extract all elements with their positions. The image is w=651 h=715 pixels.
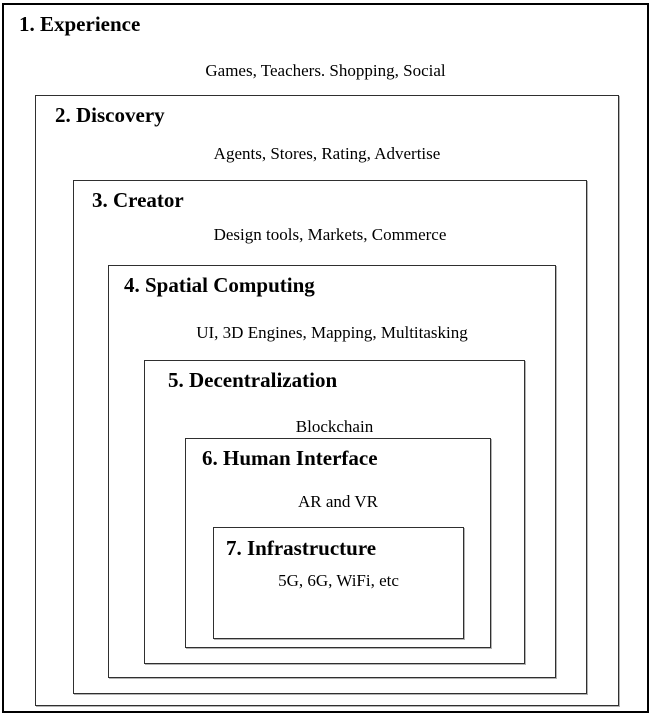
layer-5-title: 5. Decentralization	[168, 368, 338, 392]
layer-6-title: 6. Human Interface	[202, 446, 378, 470]
layer-2-title: 2. Discovery	[55, 103, 165, 127]
layer-6-subtitle: AR and VR	[298, 492, 378, 511]
layer-1-title: 1. Experience	[19, 12, 141, 36]
layer-4-title: 4. Spatial Computing	[124, 273, 315, 297]
layer-4-subtitle: UI, 3D Engines, Mapping, Multitasking	[196, 323, 468, 342]
layer-1-subtitle: Games, Teachers. Shopping, Social	[205, 61, 446, 80]
layer-box-7-infrastructure	[213, 527, 464, 639]
layer-2-subtitle: Agents, Stores, Rating, Advertise	[213, 144, 441, 163]
layer-7-title: 7. Infrastructure	[226, 536, 377, 560]
layer-3-title: 3. Creator	[92, 188, 184, 212]
layer-7-subtitle: 5G, 6G, WiFi, etc	[278, 571, 399, 590]
layer-3-subtitle: Design tools, Markets, Commerce	[213, 225, 447, 244]
layer-5-subtitle: Blockchain	[295, 417, 374, 436]
